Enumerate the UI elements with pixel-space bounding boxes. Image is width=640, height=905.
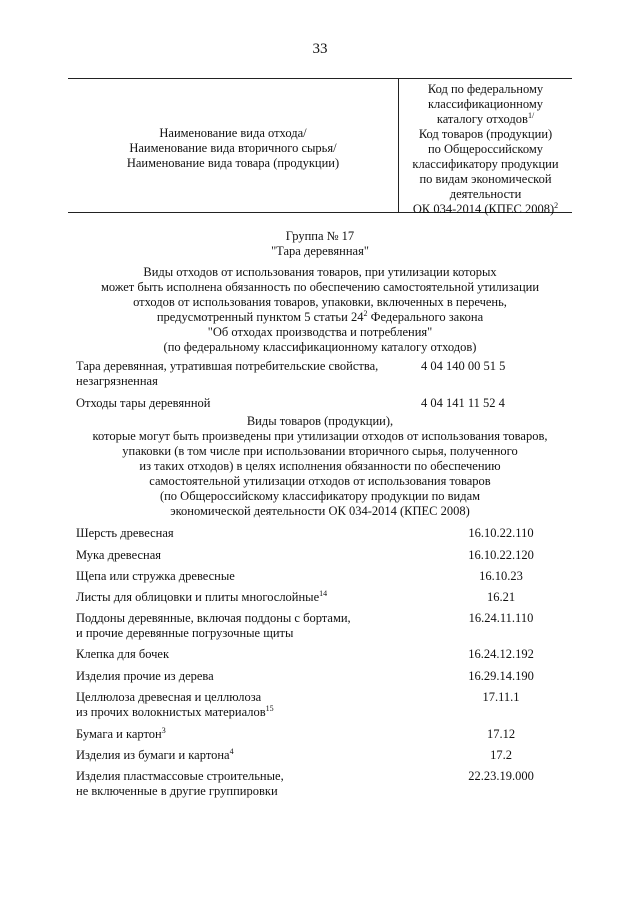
heading-line: предусмотренный пунктом 5 статьи $24^2$ Федерального закона	[156, 308, 484, 324]
page-number: 33	[312, 41, 328, 57]
header-name-line: Наименование вида отхода/	[159, 126, 307, 140]
heading-line: "Об отходах производства и потребления"	[207, 325, 433, 339]
footnote-mark: 2	[363, 308, 368, 318]
header-code-line: по Общероссийскому	[427, 142, 544, 156]
product-code: 16.24.12.192	[468, 647, 534, 661]
product-code: 17.2	[490, 748, 512, 762]
header-name-line: Наименование вида вторичного сырья/	[129, 141, 337, 155]
footnote-mark: 3	[161, 725, 166, 735]
waste-name: Отходы тары деревянной	[76, 396, 211, 410]
product-code: 16.21	[486, 590, 516, 604]
header-code-line: каталогу отходов$^{1/}$	[436, 110, 535, 126]
table-header	[68, 78, 572, 216]
product-code: 17.11.1	[482, 690, 520, 704]
header-code-line: классификатору продукции	[412, 157, 559, 171]
header-code-column	[398, 79, 572, 216]
heading-line: Виды товаров (продукции),	[246, 414, 394, 428]
group-title	[68, 229, 572, 259]
product-code: 16.29.14.190	[468, 669, 534, 683]
footnote-mark: 14	[319, 588, 328, 598]
product-name: Изделия прочие из дерева	[76, 669, 214, 683]
product-code: 16.10.23	[479, 569, 523, 583]
header-code-line: классификационному	[427, 97, 544, 111]
header-name-line: Наименование вида товара (продукции)	[126, 156, 340, 170]
heading-line: (по Общероссийскому классификатору продукции по видам	[159, 489, 481, 503]
product-name: Бумага и картон$^3$	[76, 725, 166, 741]
product-code: 16.10.22.110	[468, 526, 534, 540]
footnote-mark: 4	[229, 746, 234, 756]
heading-line: самостоятельной утилизации отходов от использования товаров	[149, 474, 491, 488]
product-name: Мука древесная	[76, 548, 161, 562]
product-code: 17.12	[486, 727, 516, 741]
header-code-line: Код по федеральному	[427, 82, 544, 96]
waste-name: Тара деревянная, утратившая потребительские свойства, незагрязненная	[76, 359, 379, 388]
header-code-line: по видам экономической	[419, 172, 552, 186]
product-name: Изделия из бумаги и картона$^4$	[76, 746, 234, 762]
product-name: Поддоны деревянные, включая поддоны с бортами, и прочие деревянные погрузочные щиты	[76, 611, 351, 640]
product-name: Листы для облицовки и плиты многослойные$^{14}$	[76, 588, 328, 604]
heading-line: упаковки (в том числе при использовании вторичного сырья, полученного	[122, 444, 518, 458]
header-code-line: деятельности	[449, 187, 522, 201]
product-name: Щепа или стружка древесные	[76, 569, 235, 583]
heading-line: экономической деятельности ОК 034-2014 (КПЕС 2008)	[170, 504, 470, 518]
footnote-mark: 2	[554, 200, 559, 210]
heading-line: из таких отходов) в целях исполнения обязанности по обеспечению	[139, 459, 501, 473]
product-section-heading	[68, 414, 572, 519]
footnote-mark: 15	[265, 703, 274, 713]
header-name-column	[68, 79, 398, 212]
group-number: Группа № 17	[285, 229, 355, 243]
footnote-mark: 1/	[527, 110, 535, 120]
product-name: Шерсть древесная	[76, 526, 174, 540]
product-name: Изделия пластмассовые строительные, не включенные в другие группировки	[76, 769, 284, 798]
group-name: "Тара деревянная"	[271, 244, 369, 258]
product-code: 16.24.11.110	[468, 611, 534, 625]
product-name: Клепка для бочек	[76, 647, 170, 661]
waste-section-heading	[68, 265, 572, 355]
product-code: 22.23.19.000	[468, 769, 534, 783]
product-code: 16.10.22.120	[468, 548, 534, 562]
header-code-line: ОК 034-2014 (КПЕС 2008)$^2$	[412, 200, 559, 216]
header-code-line: Код товаров (продукции)	[418, 127, 553, 141]
heading-line: отходов от использования товаров, упаковки, включенных в перечень,	[133, 295, 507, 309]
heading-line: которые могут быть произведены при утилизации отходов от использования товаров,	[92, 429, 548, 443]
heading-line: (по федеральному классификационному каталогу отходов)	[163, 340, 477, 354]
heading-line: может быть исполнена обязанность по обеспечению самостоятельной утилизации	[100, 280, 540, 294]
product-name: Целлюлоза древесная и целлюлоза из прочих волокнистых материалов$^{15}$	[76, 690, 274, 719]
waste-code: 4 04 140 00 51 5	[421, 359, 506, 373]
heading-line: Виды отходов от использования товаров, при утилизации которых	[143, 265, 497, 279]
waste-code: 4 04 141 11 52 4	[421, 396, 505, 410]
